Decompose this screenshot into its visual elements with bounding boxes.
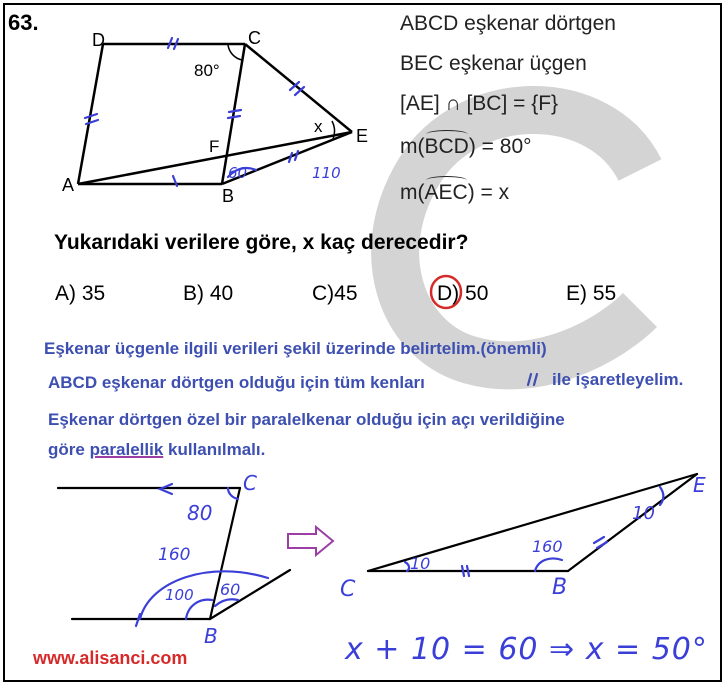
given-5: m(AEC) = x <box>400 181 510 204</box>
sketch-80: 80 <box>187 501 213 525</box>
question-number: 63. <box>8 10 39 35</box>
note-line-1: Eşkenar üçgenle ilgili verileri şekil üzerinde belirtelim.(önemli) <box>44 339 547 358</box>
sketch-100: 100 <box>165 586 194 604</box>
website-link[interactable]: www.alisanci.com <box>33 648 188 668</box>
label-A: A <box>62 175 75 195</box>
label-D: D <box>92 30 105 50</box>
sketch-left-C: C <box>243 471 257 495</box>
sketch-right-160: 160 <box>532 537 563 556</box>
option-b[interactable]: B) 40 <box>183 282 234 305</box>
sketch-right-B: B <box>552 575 568 600</box>
sketch-left-B: B <box>204 624 218 648</box>
question-text: Yukarıdaki verilere göre, x kaç derecedir? <box>54 231 469 254</box>
sketch-right-E: E <box>693 473 706 497</box>
sketch-right-C: C <box>340 577 356 602</box>
sketch-10: 10 <box>410 554 431 573</box>
option-e[interactable]: E) 55 <box>566 282 617 305</box>
label-angle-c: 80° <box>194 61 220 80</box>
sketch-60: 60 <box>220 580 241 599</box>
label-F: F <box>209 137 220 156</box>
label-B: B <box>222 186 235 206</box>
option-c[interactable]: C)45 <box>312 282 358 305</box>
arc-bcd: BCD <box>424 135 469 158</box>
given-2: BEC eşkenar üçgen <box>400 52 587 75</box>
note-line-2b: ile işaretleyelim. <box>552 370 684 389</box>
note-line-4: göre paralellik kullanılmalı. <box>48 440 266 459</box>
note-line-2a: ABCD eşkenar dörtgen olduğu için tüm kenları <box>48 373 425 392</box>
hw-110: 110 <box>312 164 341 182</box>
label-angle-x: x <box>314 117 323 136</box>
option-d[interactable]: D) 50 <box>437 282 489 305</box>
note-line-3: Eşkenar dörtgen özel bir paralelkenar olduğu için açı verildiğine <box>48 410 565 429</box>
hw-60: 60 <box>228 164 248 182</box>
sketch-right-10: 10 <box>632 503 655 524</box>
option-a[interactable]: A) 35 <box>55 282 106 305</box>
given-3: [AE] ∩ [BC] = {F} <box>400 92 559 115</box>
given-4: m(BCD) = 80° <box>400 135 532 158</box>
sketch-160: 160 <box>158 545 191 565</box>
given-1: ABCD eşkenar dörtgen <box>400 12 616 35</box>
label-C: C <box>248 28 261 48</box>
label-E: E <box>356 126 369 146</box>
solution-equation: x + 10 = 60 ⇒ x = 50° <box>345 632 708 667</box>
arc-aec: AEC <box>424 181 468 204</box>
